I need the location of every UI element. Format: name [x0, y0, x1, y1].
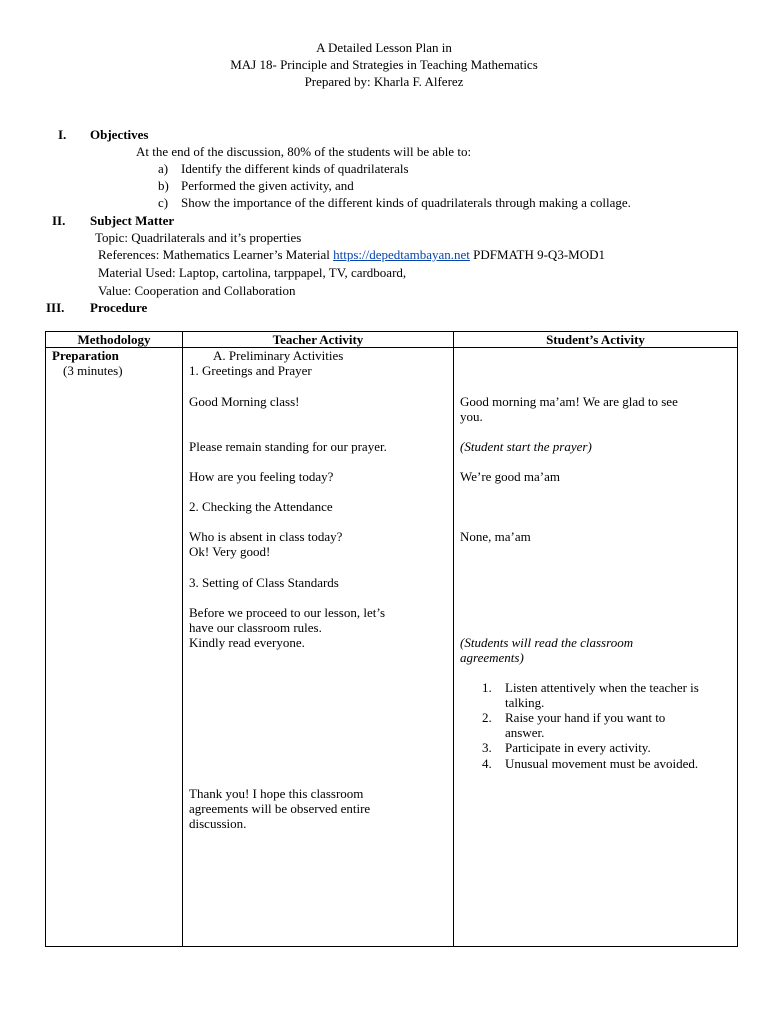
teacher-line: discussion. — [189, 816, 247, 831]
teacher-line: have our classroom rules. — [189, 620, 322, 635]
rule-text: Unusual movement must be avoided. — [505, 756, 699, 771]
objective-marker: a) — [158, 161, 169, 176]
rule-marker: 4. — [482, 756, 492, 771]
rule-text: answer. — [505, 725, 545, 740]
rule-text: Raise your hand if you want to — [505, 710, 666, 725]
objectives-numeral: I. — [58, 127, 67, 142]
student-line: agreements) — [460, 650, 524, 665]
teacher-line: Thank you! I hope this classroom — [189, 786, 364, 801]
student-line: None, ma’am — [460, 529, 531, 544]
topic-line: Topic: Quadrilaterals and it’s properties — [95, 230, 302, 245]
teacher-line: Ok! Very good! — [189, 544, 271, 559]
teacher-section-title: A. Preliminary Activities — [213, 348, 344, 363]
teacher-line: Good Morning class! — [189, 394, 300, 409]
procedure-table — [45, 331, 738, 947]
student-line: (Students will read the classroom — [460, 635, 634, 650]
methodology-phase: Preparation — [52, 348, 119, 363]
methodology-cell — [46, 348, 183, 947]
teacher-line: Who is absent in class today? — [189, 529, 343, 544]
procedure-heading: Procedure — [90, 300, 148, 315]
student-line: Good morning ma’am! We are glad to see — [460, 394, 678, 409]
teacher-line: How are you feeling today? — [189, 469, 334, 484]
teacher-step: 3. Setting of Class Standards — [189, 575, 339, 590]
rule-marker: 1. — [482, 680, 492, 695]
course-title: MAJ 18- Principle and Strategies in Teaching Mathematics — [230, 57, 538, 72]
methodology-duration: (3 minutes) — [63, 363, 123, 378]
student-line: (Student start the prayer) — [460, 439, 592, 454]
objective-marker: c) — [158, 195, 169, 210]
student-activity-cell — [454, 348, 738, 947]
teacher-step: 1. Greetings and Prayer — [189, 363, 312, 378]
rule-text: talking. — [505, 695, 545, 710]
header-teacher-activity: Teacher Activity — [183, 332, 454, 348]
teacher-activity-cell — [183, 348, 454, 947]
rule-marker: 2. — [482, 710, 492, 725]
references-link[interactable]: https://depedtambayan.net — [333, 247, 470, 262]
rule-marker: 3. — [482, 740, 492, 755]
objectives-heading: Objectives — [90, 127, 149, 142]
subject-matter-heading: Subject Matter — [90, 213, 175, 228]
teacher-line: agreements will be observed entire — [189, 801, 371, 816]
teacher-line: Before we proceed to our lesson, let’s — [189, 605, 386, 620]
rule-text: Participate in every activity. — [505, 740, 651, 755]
value-line: Value: Cooperation and Collaboration — [98, 283, 296, 298]
objective-text: Show the importance of the different kinds of quadrilaterals through making a collage. — [181, 195, 631, 210]
objectives-intro: At the end of the discussion, 80% of the students will be able to: — [136, 144, 472, 159]
teacher-step: 2. Checking the Attendance — [189, 499, 333, 514]
objective-text: Performed the given activity, and — [181, 178, 354, 193]
teacher-line: Kindly read everyone. — [189, 635, 305, 650]
student-line: We’re good ma’am — [460, 469, 561, 484]
rule-text: Listen attentively when the teacher is — [505, 680, 699, 695]
objective-text: Identify the different kinds of quadrilaterals — [181, 161, 409, 176]
references-line — [98, 247, 605, 262]
header-student-activity: Student’s Activity — [454, 332, 738, 348]
doc-title: A Detailed Lesson Plan in — [316, 40, 452, 55]
subject-matter-numeral: II. — [52, 213, 66, 228]
table-header-row — [46, 332, 738, 348]
table-row — [46, 348, 738, 947]
student-line: you. — [460, 409, 483, 424]
references-suffix: PDFMATH 9-Q3-MOD1 — [473, 247, 605, 262]
teacher-line: Please remain standing for our prayer. — [189, 439, 387, 454]
objective-marker: b) — [158, 178, 169, 193]
references-prefix: References: Mathematics Learner’s Material — [98, 247, 330, 262]
procedure-numeral: III. — [46, 300, 65, 315]
material-line: Material Used: Laptop, cartolina, tarppapel, TV, cardboard, — [98, 265, 407, 280]
prepared-by: Prepared by: Kharla F. Alferez — [304, 74, 464, 89]
header-methodology: Methodology — [46, 332, 183, 348]
